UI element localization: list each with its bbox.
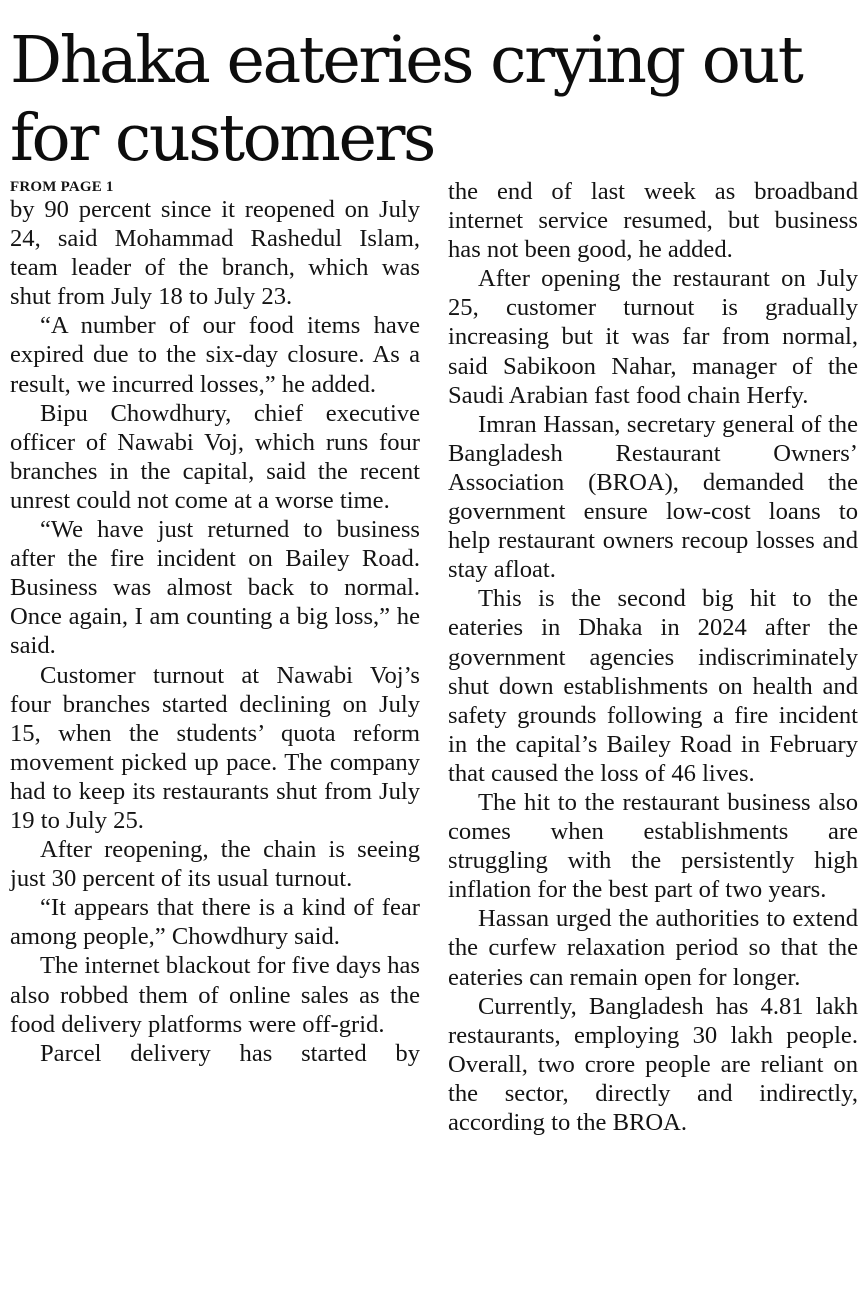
paragraph: the end of last week as broadband internet service resumed, but business has not been good, he added. [448, 178, 858, 264]
paragraph: Customer turnout at Nawabi Voj’s four branches started declining on July 15, when the students’ quota reform movement picked up pace. The company had to keep its restaurants shut from July 19 to July 25. [10, 661, 420, 834]
paragraph: Imran Hassan, secretary general of the Bangladesh Restaurant Owners’ Association (BROA), demanded the government ensure low-cost loans to help restaurant owners recoup losses and stay afloat. [448, 410, 858, 584]
paragraph: This is the second big hit to the eateries in Dhaka in 2024 after the government agencies indiscriminately shut down establishments on health and safety grounds following a fire incident in the capital’s Bailey Road in February that caused the loss of 46 lives. [448, 585, 858, 787]
paragraph: After opening the restaurant on July 25, customer turnout is gradually increasing but it was far from normal, said Sabikoon Nahar, manager of the Saudi Arabian fast food chain Herfy. [448, 265, 858, 409]
paragraph: Currently, Bangladesh has 4.81 lakh restaurants, employing 30 lakh people. Overall, two crore people are reliant on the sector, directly and indirectly, according to the BROA. [448, 992, 858, 1136]
paragraph: Parcel delivery has started by [40, 1039, 420, 1067]
paragraph: “We have just returned to business after the fire incident on Bailey Road. Business was almost back to normal. Once again, I am counting a big loss,” he said. [10, 516, 420, 660]
article-column-left [10, 177, 420, 1068]
paragraph: After reopening, the chain is seeing just 30 percent of its usual turnout. [10, 836, 420, 893]
paragraph: Hassan urged the authorities to extend the curfew relaxation period so that the eateries can remain open for longer. [448, 905, 858, 991]
paragraph: “A number of our food items have expired due to the six-day closure. As a result, we incurred losses,” he added. [10, 312, 420, 398]
paragraph: “It appears that there is a kind of fear among people,” Chowdhury said. [10, 894, 420, 951]
headline: Dhaka eateries crying out for customers [10, 23, 802, 176]
paragraph: The internet blackout for five days has also robbed them of online sales as the food delivery platforms were off-grid. [10, 952, 420, 1038]
paragraph: Bipu Chowdhury, chief executive officer of Nawabi Voj, which runs four branches in the capital, said the recent unrest could not come at a worse time. [10, 399, 420, 514]
article-column-right [448, 177, 858, 1137]
paragraph: by 90 percent since it reopened on July 24, said Mohammad Rashedul Islam, team leader of the branch, which was shut from July 18 to July 23. [10, 196, 420, 311]
continuation-kicker: FROM PAGE 1 [10, 179, 114, 195]
paragraph: The hit to the restaurant business also comes when establishments are struggling with the persistently high inflation for the best part of two years. [448, 788, 858, 904]
